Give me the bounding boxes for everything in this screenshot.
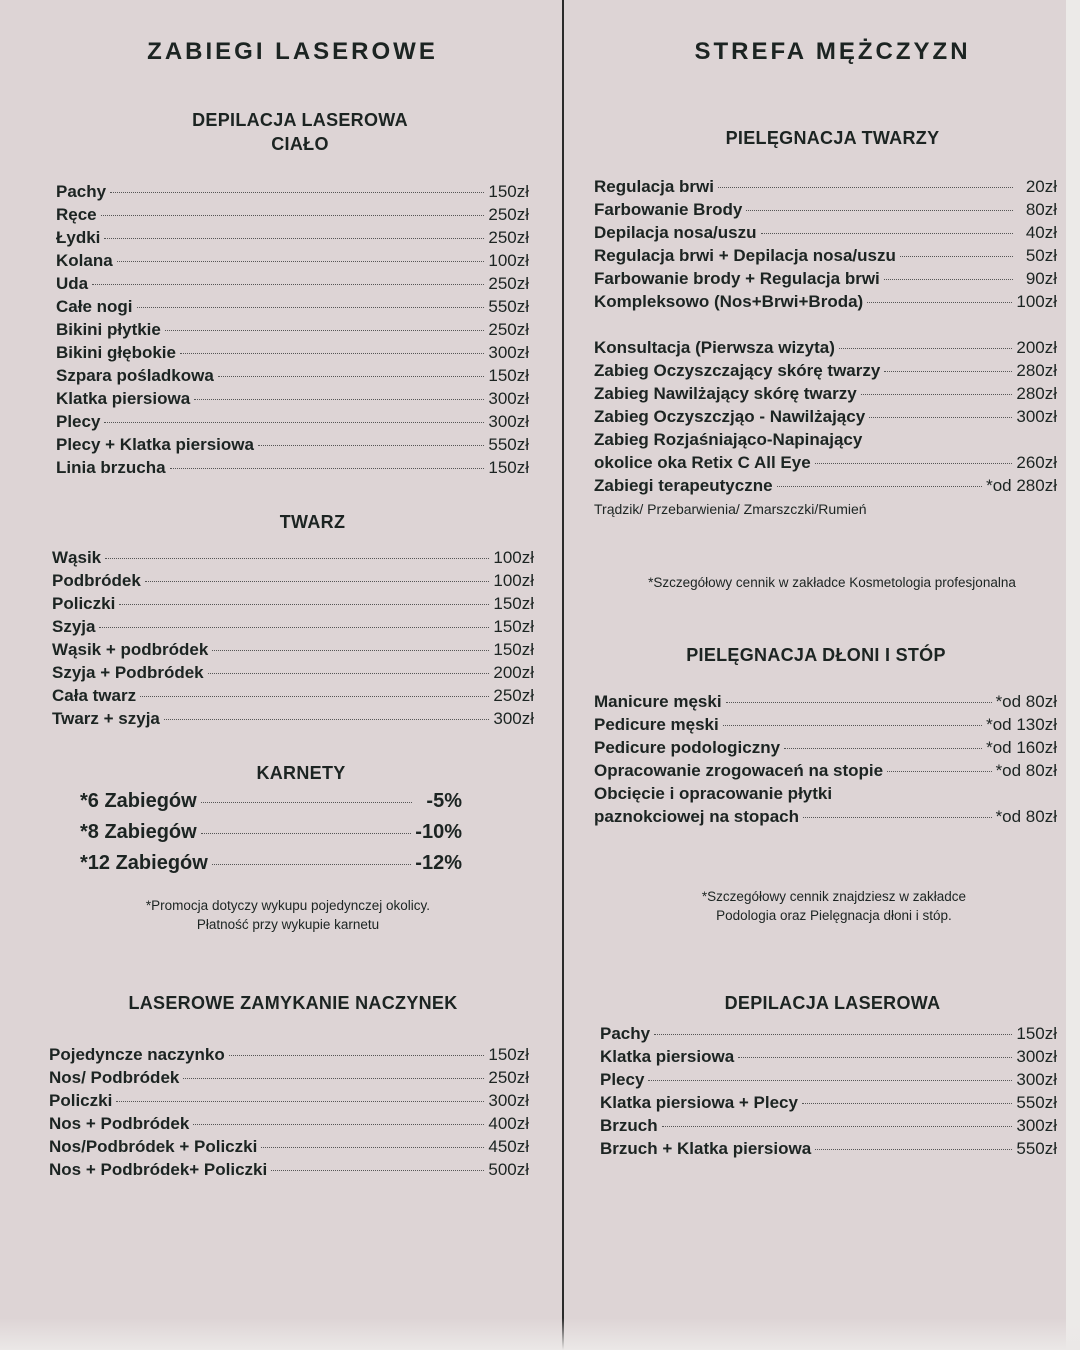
- list-item: [49, 1068, 529, 1091]
- item-name: Konsultacja (Pierwsza wizyta): [594, 338, 835, 357]
- item-name: Pedicure męski: [594, 715, 719, 734]
- dot-leader: [723, 725, 982, 726]
- twarz-heading: TWARZ: [279, 512, 346, 532]
- item-price: 550zł: [488, 297, 529, 316]
- list-item: [56, 251, 529, 274]
- item-name: Kolana: [56, 251, 113, 270]
- item-name: Zabieg Oczyszczający skórę twarzy: [594, 361, 881, 380]
- list-item: [594, 338, 1057, 361]
- terapeutyczne-name: Zabiegi terapeutyczne: [594, 476, 773, 495]
- item-name: Plecy + Klatka piersiowa: [56, 435, 254, 454]
- pielegnacja-twarzy-heading: PIELĘGNACJA TWARZY: [725, 128, 940, 148]
- dot-leader: [137, 307, 485, 308]
- plytka-line2-row: [594, 807, 1057, 830]
- item-price: 300zł: [488, 1091, 529, 1110]
- dot-leader: [105, 558, 489, 559]
- dot-leader: [815, 1149, 1012, 1150]
- list-item: [52, 640, 534, 663]
- item-name: Nos + Podbródek: [49, 1114, 190, 1133]
- list-item: [594, 292, 1057, 315]
- item-name: Cała twarz: [52, 686, 137, 705]
- list-item: [56, 435, 529, 458]
- dot-leader: [271, 1170, 484, 1171]
- item-name: Bikini głębokie: [56, 343, 176, 362]
- item-price: 450zł: [488, 1137, 529, 1156]
- dot-leader: [170, 468, 485, 469]
- karnety-heading: KARNETY: [256, 763, 346, 783]
- dot-leader: [802, 1103, 1012, 1104]
- item-price: 300zł: [1016, 407, 1057, 426]
- twarz-list: [52, 548, 534, 732]
- item-price: 300zł: [488, 389, 529, 408]
- list-item: [52, 548, 534, 571]
- item-name: Łydki: [56, 228, 101, 247]
- list-item: [56, 343, 529, 366]
- item-name: Wąsik + podbródek: [52, 640, 209, 659]
- item-name: Podbródek: [52, 571, 141, 590]
- dot-leader: [116, 1101, 484, 1102]
- karnety-note-line1: *Promocja dotyczy wykupu pojedynczej okolicy.: [145, 898, 431, 913]
- item-name: Regulacja brwi + Depilacja nosa/uszu: [594, 246, 896, 265]
- item-name: Pachy: [600, 1024, 651, 1043]
- list-item: [600, 1093, 1057, 1116]
- item-price: 150zł: [493, 594, 534, 613]
- list-item: [56, 228, 529, 251]
- item-price: 80zł: [1025, 200, 1057, 219]
- list-item: [49, 1160, 529, 1183]
- dot-leader: [212, 650, 489, 651]
- retix-name-line1: Zabieg Rozjaśniająco-Napinający: [594, 430, 863, 449]
- item-price: 150zł: [493, 617, 534, 636]
- retix-price: 260zł: [1016, 453, 1057, 472]
- depilacja-meska-heading: DEPILACJA LASEROWA: [724, 993, 941, 1013]
- right-title: STREFA MĘŻCZYZN: [694, 38, 971, 65]
- column-divider: [562, 0, 564, 1350]
- item-price: 20zł: [1025, 177, 1057, 196]
- list-item: [56, 297, 529, 320]
- item-price: *od 80zł: [995, 761, 1057, 780]
- item-price: 200zł: [1016, 338, 1057, 357]
- dot-leader: [104, 422, 484, 423]
- list-item: [56, 412, 529, 435]
- list-item: [49, 1114, 529, 1137]
- item-name: Nos/Podbródek + Policzki: [49, 1137, 258, 1156]
- item-price: 100zł: [493, 548, 534, 567]
- depilacja-heading-line2: CIAŁO: [271, 134, 329, 154]
- item-name: Zabieg Oczyszczjąo - Nawilżający: [594, 407, 866, 426]
- dot-leader: [164, 719, 489, 720]
- item-price: 400zł: [488, 1114, 529, 1133]
- dot-leader: [180, 353, 484, 354]
- terapeutyczne-row: [594, 476, 1057, 499]
- item-name: Bikini płytkie: [56, 320, 161, 339]
- item-price: *od 160zł: [986, 738, 1057, 757]
- dot-leader: [861, 394, 1013, 395]
- item-name: Manicure męski: [594, 692, 722, 711]
- list-item: [600, 1047, 1057, 1070]
- item-name: Szpara pośladkowa: [56, 366, 214, 385]
- item-price: -12%: [415, 852, 462, 874]
- dot-leader: [784, 748, 982, 749]
- dot-leader: [648, 1080, 1012, 1081]
- list-item: [594, 200, 1057, 223]
- dot-leader: [900, 256, 1013, 257]
- item-name: Kompleksowo (Nos+Brwi+Broda): [594, 292, 864, 311]
- item-price: 100zł: [488, 251, 529, 270]
- list-item: [594, 738, 1057, 761]
- item-name: Wąsik: [52, 548, 102, 567]
- dot-leader: [99, 627, 489, 628]
- list-item: [52, 571, 534, 594]
- item-price: 280zł: [1016, 384, 1057, 403]
- dot-leader: [104, 238, 484, 239]
- item-name: Twarz + szyja: [52, 709, 160, 728]
- item-price: 300zł: [1016, 1070, 1057, 1089]
- list-item: [594, 246, 1057, 269]
- dlonie-stopy-list: [594, 692, 1057, 784]
- depilacja-cialo-list: [56, 182, 529, 481]
- list-item: [52, 709, 534, 732]
- item-price: 550zł: [488, 435, 529, 454]
- dot-leader: [201, 802, 412, 803]
- dot-leader: [194, 399, 484, 400]
- list-item: [56, 458, 529, 481]
- terapeutyczne-subtext: Trądzik/ Przebarwienia/ Zmarszczki/Rumień: [594, 501, 867, 517]
- list-item: [56, 205, 529, 228]
- list-item: [594, 269, 1057, 292]
- left-title: ZABIEGI LASEROWE: [147, 38, 438, 65]
- dot-leader: [183, 1078, 484, 1079]
- list-item: [52, 617, 534, 640]
- retix-line1-row: [594, 430, 1057, 453]
- item-name: Szyja + Podbródek: [52, 663, 204, 682]
- item-name: Plecy: [600, 1070, 645, 1089]
- item-price: 200zł: [493, 663, 534, 682]
- dot-leader: [738, 1057, 1012, 1058]
- item-price: 250zł: [488, 320, 529, 339]
- item-price: *od 130zł: [986, 715, 1057, 734]
- dot-leader: [726, 702, 992, 703]
- item-name: Brzuch: [600, 1116, 658, 1135]
- dot-leader: [761, 233, 1014, 234]
- item-name: *6 Zabiegów: [80, 790, 197, 812]
- item-price: 300zł: [488, 412, 529, 431]
- list-item: [600, 1024, 1057, 1047]
- item-name: Klatka piersiowa: [56, 389, 191, 408]
- list-item: [594, 715, 1057, 738]
- list-item: [80, 821, 462, 852]
- dot-leader: [145, 581, 490, 582]
- list-item: [594, 361, 1057, 384]
- item-name: Policzki: [49, 1091, 113, 1110]
- dot-leader: [261, 1147, 484, 1148]
- item-price: 250zł: [488, 274, 529, 293]
- podologia-note-line2: Podologia oraz Pielęgnacja dłoni i stóp.: [716, 908, 952, 923]
- list-item: [594, 692, 1057, 715]
- item-price: 150zł: [1016, 1024, 1057, 1043]
- item-price: 150zł: [488, 182, 529, 201]
- dot-leader: [815, 463, 1013, 464]
- dot-leader: [654, 1034, 1012, 1035]
- dot-leader: [869, 417, 1012, 418]
- podologia-note: [600, 887, 1068, 925]
- retix-item: [594, 430, 1057, 499]
- depilacja-meska-list: [600, 1024, 1057, 1162]
- item-price: -10%: [415, 821, 462, 843]
- karnety-list: [80, 790, 462, 883]
- dot-leader: [92, 284, 484, 285]
- list-item: [600, 1116, 1057, 1139]
- dot-leader: [746, 210, 1013, 211]
- item-name: Całe nogi: [56, 297, 133, 316]
- list-item: [594, 384, 1057, 407]
- item-price: 300zł: [1016, 1047, 1057, 1066]
- item-price: 50zł: [1025, 246, 1057, 265]
- list-item: [49, 1091, 529, 1114]
- plytka-name-line1: Obcięcie i opracowanie płytki: [594, 784, 833, 803]
- item-name: Uda: [56, 274, 89, 293]
- list-item: [49, 1137, 529, 1160]
- list-item: [56, 389, 529, 412]
- dot-leader: [884, 371, 1012, 372]
- dot-leader: [165, 330, 484, 331]
- dot-leader: [212, 864, 411, 865]
- item-name: Regulacja brwi: [594, 177, 714, 196]
- dot-leader: [208, 673, 490, 674]
- kosmetologia-note: *Szczegółowy cennik w zakładce Kosmetologia profesjonalna: [648, 575, 1016, 590]
- item-price: 100zł: [1016, 292, 1057, 311]
- item-name: Pedicure podologiczny: [594, 738, 781, 757]
- list-item: [594, 407, 1057, 430]
- list-item: [49, 1045, 529, 1068]
- list-item: [56, 274, 529, 297]
- item-price: 280zł: [1016, 361, 1057, 380]
- item-name: Plecy: [56, 412, 101, 431]
- item-name: Klatka piersiowa: [600, 1047, 735, 1066]
- item-price: 250zł: [488, 1068, 529, 1087]
- item-price: 150zł: [493, 640, 534, 659]
- item-price: 100zł: [493, 571, 534, 590]
- list-item: [56, 366, 529, 389]
- item-name: Pachy: [56, 182, 107, 201]
- item-name: Farbowanie brody + Regulacja brwi: [594, 269, 880, 288]
- item-name: Nos + Podbródek+ Policzki: [49, 1160, 268, 1179]
- item-price: 550zł: [1016, 1139, 1057, 1158]
- list-item: [80, 852, 462, 883]
- karnety-note-line2: Płatność przy wykupie karnetu: [196, 917, 380, 932]
- item-price: *od 80zł: [995, 692, 1057, 711]
- item-name: Policzki: [52, 594, 116, 613]
- item-price: 90zł: [1025, 269, 1057, 288]
- retix-name-line2: okolice oka Retix C All Eye: [594, 453, 811, 472]
- terapeutyczne-price: *od 280zł: [986, 476, 1057, 495]
- item-name: *8 Zabiegów: [80, 821, 197, 843]
- dot-leader: [201, 833, 412, 834]
- item-price: 150zł: [488, 366, 529, 385]
- dot-leader: [803, 817, 992, 818]
- list-item: [600, 1139, 1057, 1162]
- item-price: 250zł: [488, 228, 529, 247]
- item-price: 40zł: [1025, 223, 1057, 242]
- dot-leader: [777, 486, 983, 487]
- item-name: Opracowanie zrogowaceń na stopie: [594, 761, 884, 780]
- dot-leader: [887, 771, 991, 772]
- dot-leader: [662, 1126, 1013, 1127]
- list-item: [80, 790, 462, 821]
- plytka-item: [594, 784, 1057, 830]
- dlonie-stopy-heading: PIELĘGNACJA DŁONI I STÓP: [686, 645, 946, 665]
- item-name: Szyja: [52, 617, 96, 636]
- plytka-price: *od 80zł: [995, 807, 1057, 826]
- naczynka-heading: LASEROWE ZAMYKANIE NACZYNEK: [128, 993, 458, 1013]
- item-name: Ręce: [56, 205, 97, 224]
- item-name: Klatka piersiowa + Plecy: [600, 1093, 798, 1112]
- dot-leader: [119, 604, 489, 605]
- depilacja-cialo-heading: [100, 108, 500, 156]
- naczynka-list: [49, 1045, 529, 1183]
- item-name: Pojedyncze naczynko: [49, 1045, 225, 1064]
- dot-leader: [193, 1124, 484, 1125]
- list-item: [594, 177, 1057, 200]
- list-item: [600, 1070, 1057, 1093]
- item-price: -5%: [426, 790, 462, 812]
- zabiegi-twarzy-list: [594, 338, 1057, 430]
- dot-leader: [218, 376, 485, 377]
- depilacja-heading-line1: DEPILACJA LASEROWA: [192, 110, 408, 130]
- retix-line2-row: [594, 453, 1057, 476]
- item-price: 550zł: [1016, 1093, 1057, 1112]
- plytka-name-line2: paznokciowej na stopach: [594, 807, 799, 826]
- item-price: 300zł: [493, 709, 534, 728]
- dot-leader: [884, 279, 1013, 280]
- item-price: 150zł: [488, 458, 529, 477]
- list-item: [56, 320, 529, 343]
- dot-leader: [867, 302, 1012, 303]
- page-edge: [1066, 0, 1080, 1350]
- item-price: 250zł: [488, 205, 529, 224]
- list-item: [52, 594, 534, 617]
- item-name: Nos/ Podbródek: [49, 1068, 180, 1087]
- list-item: [56, 182, 529, 205]
- podologia-note-line1: *Szczegółowy cennik znajdziesz w zakładce: [701, 889, 967, 904]
- item-name: Depilacja nosa/uszu: [594, 223, 757, 242]
- item-name: Farbowanie Brody: [594, 200, 743, 219]
- item-price: 250zł: [493, 686, 534, 705]
- dot-leader: [140, 696, 489, 697]
- item-name: Linia brzucha: [56, 458, 166, 477]
- dot-leader: [229, 1055, 485, 1056]
- item-price: 300zł: [488, 343, 529, 362]
- item-price: 150zł: [488, 1045, 529, 1064]
- list-item: [594, 223, 1057, 246]
- list-item: [594, 761, 1057, 784]
- item-price: 300zł: [1016, 1116, 1057, 1135]
- item-name: Brzuch + Klatka piersiowa: [600, 1139, 812, 1158]
- list-item: [52, 686, 534, 709]
- list-item: [52, 663, 534, 686]
- item-price: 500zł: [488, 1160, 529, 1179]
- dot-leader: [110, 192, 484, 193]
- page-bottom-shadow: [0, 1318, 1080, 1350]
- dot-leader: [718, 187, 1013, 188]
- dot-leader: [839, 348, 1012, 349]
- pielegnacja-twarzy-list: [594, 177, 1057, 315]
- dot-leader: [258, 445, 484, 446]
- dot-leader: [117, 261, 485, 262]
- item-name: *12 Zabiegów: [80, 852, 208, 874]
- dot-leader: [101, 215, 485, 216]
- plytka-line1-row: [594, 784, 1057, 807]
- karnety-note: [80, 896, 496, 934]
- item-name: Zabieg Nawilżający skórę twarzy: [594, 384, 857, 403]
